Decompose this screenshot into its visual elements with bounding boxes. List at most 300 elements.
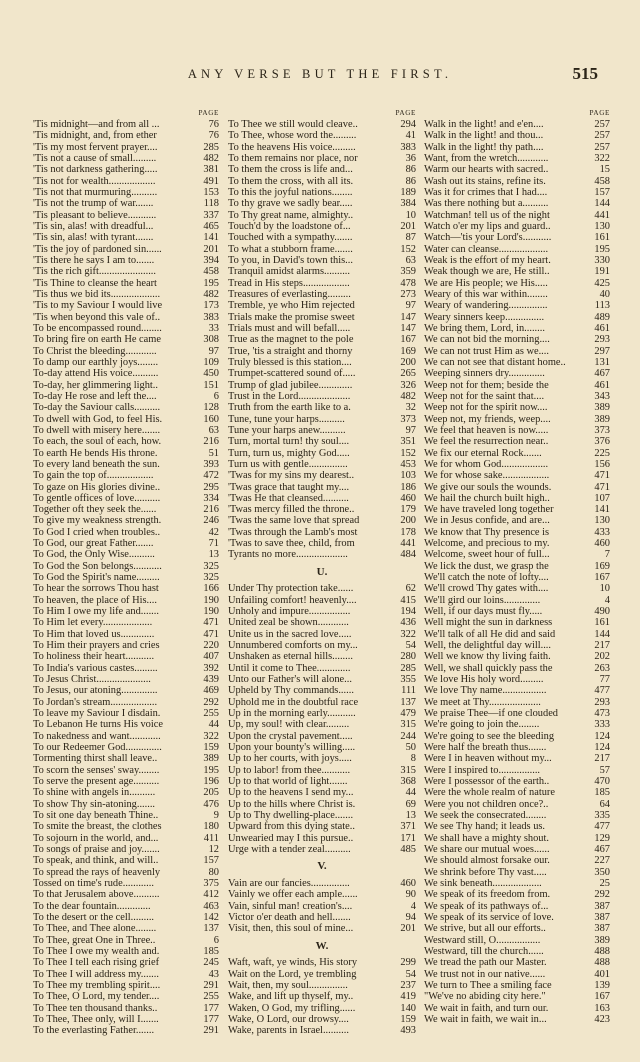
hymn-page-number: 387 (594, 911, 610, 923)
first-line-text: To them remains nor place, nor (228, 152, 358, 164)
hymn-page-number: 350 (594, 866, 610, 878)
hymn-page-number: 419 (400, 991, 416, 1003)
index-entry (228, 323, 416, 334)
first-line-text: To be encompassed round........ (33, 322, 162, 334)
first-line-text: To-day the Saviour calls.......... (33, 402, 161, 414)
first-line-text: To hear the sorrows Thou hast (33, 583, 159, 595)
first-line-text: To songs of praise and joy....... (33, 844, 160, 855)
index-entry (228, 164, 416, 175)
index-entry (228, 289, 416, 300)
index-entry (33, 221, 219, 232)
index-entry (424, 617, 610, 628)
first-line-text: Up to that world of light....... (228, 776, 348, 788)
first-line-text: Turn, turn us, mighty God..... (228, 447, 350, 459)
index-entry (424, 867, 610, 878)
index-entry (424, 255, 610, 266)
hymn-page-number: 441 (594, 209, 610, 221)
first-line-text: We know that Thy presence is (424, 526, 550, 538)
index-entry (33, 255, 219, 266)
hymn-page-number: 216 (203, 436, 219, 448)
index-entry (228, 833, 416, 844)
hymn-page-number: 257 (594, 130, 610, 142)
first-line-text: Well we know thy living faith. (424, 651, 551, 663)
hymn-page-number: 407 (203, 651, 219, 663)
index-entry (228, 300, 416, 311)
hymn-page-number: 200 (400, 515, 416, 527)
first-line-text: To the dear fountain............. (33, 900, 151, 912)
index-entry (424, 1003, 610, 1014)
first-line-text: Weary sinners keep............... (424, 311, 545, 323)
hymn-page-number: 460 (400, 492, 416, 504)
first-line-text: Unholy and impure................ (228, 606, 351, 618)
hymn-page-number: 97 (405, 300, 416, 312)
hymn-page-number: 325 (203, 560, 219, 572)
first-line-text: 'Tis to my Saviour I would live (33, 300, 163, 312)
hymn-page-number: 157 (203, 855, 219, 867)
index-entry (33, 549, 219, 560)
first-line-text: To-day He rose and left the.... (33, 390, 157, 402)
index-entry (228, 504, 416, 515)
first-line-text: Up to labor! from thee........... (228, 764, 351, 776)
first-line-text: We can not see that distant home.. (424, 356, 566, 368)
hymn-page-number: 177 (203, 1002, 219, 1014)
hymn-page-number: 107 (594, 492, 610, 504)
index-entry (424, 991, 610, 1002)
index-entry (228, 232, 416, 243)
index-entry (33, 504, 219, 515)
index-entry (33, 991, 219, 1002)
first-line-text: Welcome, sweet hour of full... (424, 549, 550, 561)
index-entry (424, 855, 610, 866)
index-entry (33, 787, 219, 798)
hymn-page-number: 227 (594, 855, 610, 867)
first-line-text: Weak is the effort of my heart. (424, 254, 551, 266)
first-line-text: To you, in David's town this... (228, 254, 353, 266)
first-line-text: We speak of its pathways of... (424, 900, 549, 912)
index-entry (424, 889, 610, 900)
first-line-text: Wait, then, my soul............... (228, 979, 348, 991)
index-entry (228, 617, 416, 628)
index-entry (33, 935, 219, 946)
index-entry (424, 504, 610, 515)
index-entry (228, 663, 416, 674)
hymn-page-number: 180 (203, 821, 219, 833)
index-entry (33, 402, 219, 413)
page-column-heading: PAGE (395, 109, 416, 117)
first-line-text: Up, my soul! with clear......... (228, 719, 350, 731)
hymn-page-number: 167 (400, 334, 416, 346)
index-entry (33, 187, 219, 198)
index-entry (228, 651, 416, 662)
first-line-text: We are His people; we His..... (424, 277, 548, 289)
first-line-text: We turn to Thee a smiling face (424, 979, 552, 991)
first-line-text: We can not bid the morning.... (424, 334, 550, 346)
index-entry (33, 833, 219, 844)
index-entry (424, 765, 610, 776)
first-line-text: Unite us in the sacred love..... (228, 628, 352, 640)
first-line-text: True, 'tis a straight and thorny (228, 345, 353, 357)
hymn-page-number: 6 (213, 390, 219, 402)
index-entry (424, 278, 610, 289)
first-line-text: We lick the dust, we grasp the (424, 560, 549, 572)
hymn-page-number: 458 (203, 266, 219, 278)
hymn-page-number: 196 (203, 776, 219, 788)
hymn-page-number: 299 (400, 957, 416, 969)
first-line-text: "We've no abiding city here." (424, 991, 546, 1003)
hymn-page-number: 195 (203, 277, 219, 289)
hymn-page-number: 351 (400, 436, 416, 448)
first-line-text: Trump of glad jubilee............. (228, 379, 353, 391)
index-entry (33, 232, 219, 243)
index-entry (228, 980, 416, 991)
hymn-page-number: 159 (400, 1013, 416, 1025)
first-line-text: To Him let every................... (33, 617, 153, 629)
first-line-text: Walk in the light! thy path.... (424, 141, 544, 153)
index-entry (33, 1014, 219, 1025)
first-line-text: We praise Thee—if one clouded (424, 708, 558, 720)
index-entry (424, 1014, 610, 1025)
hymn-page-number: 201 (400, 220, 416, 232)
first-line-text: Uphold me in the doubtful race (228, 696, 359, 708)
first-line-text: Westward, till the church...... (424, 945, 544, 957)
index-entry (228, 697, 416, 708)
hymn-page-number: 190 (203, 606, 219, 618)
first-line-text: Well, we shall quickly pass the (424, 662, 553, 674)
index-entry (33, 719, 219, 730)
hymn-page-number: 308 (203, 334, 219, 346)
index-entry (424, 776, 610, 787)
first-line-text: We'll crowd Thy gates with.... (424, 583, 549, 595)
hymn-page-number: 415 (400, 594, 416, 606)
index-entry (228, 889, 416, 900)
first-line-text: Up to the heavens I send my... (228, 787, 354, 799)
index-entry (228, 549, 416, 560)
hymn-page-number: 265 (400, 368, 416, 380)
first-line-text: To what a stubborn frame....... (228, 243, 353, 255)
index-entry (228, 119, 416, 130)
hymn-page-number: 6 (213, 934, 219, 946)
index-entry (228, 1014, 416, 1025)
hymn-page-number: 190 (203, 594, 219, 606)
first-line-text: Warm our hearts with sacred.. (424, 164, 549, 176)
hymn-page-number: 141 (594, 504, 610, 516)
index-entry (33, 878, 219, 889)
first-line-text: Victor o'er death and hell....... (228, 911, 351, 923)
hymn-page-number: 111 (401, 685, 416, 697)
index-entry (424, 515, 610, 526)
hymn-page-number: 76 (208, 130, 219, 142)
first-line-text: Vain are our fancies............... (228, 877, 350, 889)
index-entry (33, 889, 219, 900)
index-entry (228, 606, 416, 617)
index-entry (424, 119, 610, 130)
first-line-text: We love Thy name................. (424, 685, 547, 697)
first-line-text: To Thy great name, almighty.. (228, 209, 354, 221)
hymn-page-number: 237 (400, 979, 416, 991)
first-line-text: 'Tis midnight—and from all ... (33, 119, 160, 130)
index-entry (424, 844, 610, 855)
first-line-text: 'Tis sin, alas! with dreadful... (33, 220, 154, 232)
first-line-text: To each, the soul of each, how. (33, 436, 162, 448)
hymn-page-number: 202 (594, 651, 610, 663)
index-entry (228, 368, 416, 379)
index-entry (228, 765, 416, 776)
index-entry (33, 346, 219, 357)
index-entry (424, 130, 610, 141)
index-entry (424, 527, 610, 538)
hymn-page-number: 137 (400, 696, 416, 708)
first-line-text: To Thee, whose word the......... (228, 130, 357, 142)
first-line-text: Were you not children once?.. (424, 798, 549, 810)
hymn-page-number: 482 (203, 288, 219, 300)
first-line-text: 'Twas for my sins my dearest.. (228, 470, 355, 482)
index-entry (33, 425, 219, 436)
hymn-page-number: 436 (400, 617, 416, 629)
first-line-text: To give my weakness strength. (33, 515, 162, 527)
index-entry (424, 742, 610, 753)
index-entry (228, 1025, 416, 1036)
index-entry (33, 810, 219, 821)
first-line-text: To shine with angels in.......... (33, 787, 156, 799)
first-line-text: We'll gird our loins.............. (424, 594, 541, 606)
index-entry (228, 414, 416, 425)
first-line-text: To earth He bends His throne. (33, 447, 158, 459)
hymn-page-number: 335 (594, 810, 610, 822)
hymn-page-number: 15 (599, 164, 610, 176)
hymn-page-number: 57 (599, 764, 610, 776)
index-entry (424, 470, 610, 481)
first-line-text: Wake, and lift up thyself, my.. (228, 991, 354, 1003)
first-line-text: To that Jerusalem above.......... (33, 889, 160, 901)
first-line-text: To Him I owe my life and....... (33, 606, 159, 618)
hymn-page-number: 195 (594, 243, 610, 255)
index-entry (33, 380, 219, 391)
first-line-text: To Thee I tell each rising grief (33, 957, 160, 969)
index-entry (33, 448, 219, 459)
first-line-text: We see Thy hand; it leads us. (424, 821, 546, 833)
hymn-page-number: 465 (203, 220, 219, 232)
first-line-text: Welcome, and precious to my. (424, 538, 550, 550)
hymn-page-number: 86 (405, 175, 416, 187)
index-entry (424, 799, 610, 810)
first-line-text: We fix our eternal Rock....... (424, 447, 542, 459)
index-entry (424, 595, 610, 606)
hymn-page-number: 144 (594, 628, 610, 640)
first-line-text: We speak of its service of love. (424, 911, 554, 923)
index-entry (228, 776, 416, 787)
first-line-text: United zeal be shown............ (228, 617, 349, 629)
index-entry (33, 572, 219, 583)
hymn-page-number: 131 (594, 356, 610, 368)
index-entry (33, 606, 219, 617)
index-entry (424, 651, 610, 662)
first-line-text: 'Twas through the Lamb's most (228, 526, 358, 538)
hymn-page-number: 490 (594, 606, 610, 618)
index-entry (33, 278, 219, 289)
first-line-text: 'Twas grace that taught my.... (228, 481, 350, 493)
index-entry (424, 312, 610, 323)
index-entry (33, 855, 219, 866)
hymn-page-number: 470 (594, 776, 610, 788)
hymn-page-number: 373 (594, 424, 610, 436)
index-entry (424, 935, 610, 946)
first-line-text: To them the cross is life and... (228, 164, 353, 176)
hymn-page-number: 389 (203, 753, 219, 765)
first-line-text: We'll talk of all He did and said (424, 628, 556, 640)
first-line-text: To our Redeemer God.............. (33, 742, 162, 754)
hymn-page-number: 194 (400, 606, 416, 618)
hymn-page-number: 381 (203, 164, 219, 176)
index-entry (228, 674, 416, 685)
index-entry (33, 685, 219, 696)
first-line-text: Together oft they seek the...... (33, 504, 157, 516)
index-entry (228, 459, 416, 470)
index-entry (424, 901, 610, 912)
first-line-text: Urge with a tender zeal.......... (228, 844, 351, 855)
hymn-page-number: 389 (594, 413, 610, 425)
first-line-text: Weep not for the saint that.... (424, 390, 545, 402)
hymn-page-number: 86 (405, 164, 416, 176)
index-entry (424, 198, 610, 209)
index-entry (33, 357, 219, 368)
first-line-text: Up to Thy dwelling-place....... (228, 810, 354, 822)
first-line-text: Upon your bounty's willing..... (228, 742, 356, 754)
first-line-text: Unto our Father's will alone... (228, 674, 352, 686)
first-line-text: We're going to see the bleeding (424, 730, 555, 742)
hymn-page-number: 63 (208, 424, 219, 436)
index-entry (228, 991, 416, 1002)
index-entry (424, 810, 610, 821)
first-line-text: Touched with a sympathy....... (228, 232, 353, 244)
first-line-text: Tossed on time's rude............ (33, 877, 154, 889)
first-line-text: We meet at Thy.................... (424, 696, 541, 708)
first-line-text: To Jordan's stream.................. (33, 696, 158, 708)
page-header (0, 64, 640, 86)
hymn-page-number: 62 (405, 583, 416, 595)
page-column-heading: PAGE (589, 109, 610, 117)
hymn-page-number: 64 (599, 798, 610, 810)
first-line-text: Tread in His steps.................. (228, 277, 350, 289)
first-line-text: To the everlasting Father....... (33, 1025, 155, 1037)
hymn-page-number: 54 (405, 640, 416, 652)
index-entry (228, 448, 416, 459)
hymn-page-number: 157 (594, 186, 610, 198)
index-entry (424, 187, 610, 198)
index-entry (228, 142, 416, 153)
first-line-text: 'Tis the joy of pardoned sin...... (33, 243, 162, 255)
hymn-page-number: 217 (594, 640, 610, 652)
first-line-text: Turn us with gentle............... (228, 458, 348, 470)
hymn-page-number: 137 (203, 923, 219, 935)
hymn-page-number: 77 (599, 674, 610, 686)
first-line-text: Visit, then, this soul of mine... (228, 923, 354, 935)
first-line-text: To Jesus Christ..................... (33, 674, 151, 686)
hymn-page-number: 477 (594, 685, 610, 697)
index-entry (228, 278, 416, 289)
hymn-page-number: 7 (604, 549, 610, 561)
hymn-page-number: 460 (400, 877, 416, 889)
hymn-page-number: 412 (203, 889, 219, 901)
index-column-2 (228, 108, 416, 1037)
index-entry (33, 799, 219, 810)
hymn-page-number: 489 (594, 311, 610, 323)
hymn-page-number: 450 (203, 368, 219, 380)
first-line-text: To Him their prayers and cries (33, 640, 160, 652)
first-line-text: Unnumbered comforts on my... (228, 640, 358, 652)
first-line-text: Well, the delightful day will.... (424, 640, 552, 652)
hymn-page-number: 471 (203, 617, 219, 629)
hymn-page-number: 375 (203, 877, 219, 889)
hymn-page-number: 152 (400, 243, 416, 255)
hymn-page-number: 257 (594, 141, 610, 153)
hymn-page-number: 280 (400, 651, 416, 663)
index-entry (33, 470, 219, 481)
index-entry (228, 436, 416, 447)
hymn-page-number: 169 (400, 345, 416, 357)
hymn-page-number: 97 (405, 424, 416, 436)
index-entry (228, 482, 416, 493)
first-line-text: To Lebanon He turns His voice (33, 719, 163, 731)
first-line-text: Tranquil amidst alarms.......... (228, 266, 350, 278)
first-line-text: To India's various castes......... (33, 662, 158, 674)
hymn-page-number: 491 (203, 175, 219, 187)
first-line-text: Tyrants no more.................... (228, 549, 348, 561)
hymn-page-number: 245 (203, 957, 219, 969)
first-line-text: Unfailing comfort! heavenly.... (228, 594, 357, 606)
first-line-text: Touch'd by the loadstone of... (228, 220, 351, 232)
first-line-text: We should almost forsake our. (424, 855, 550, 867)
first-line-text: Weep not, my friends, weep.... (424, 413, 551, 425)
index-column-1 (33, 108, 219, 1037)
index-entry (228, 153, 416, 164)
first-line-text: We trust not in our native...... (424, 968, 546, 980)
index-entry (228, 901, 416, 912)
hymn-page-number: 173 (203, 300, 219, 312)
index-entry (33, 844, 219, 855)
hymn-page-number: 246 (203, 515, 219, 527)
hymn-page-number: 161 (594, 617, 610, 629)
first-line-text: Up to her courts, with joys..... (228, 753, 352, 765)
first-line-text: Was there nothing but a.......... (424, 198, 549, 210)
index-entry (228, 470, 416, 481)
hymn-page-number: 90 (405, 889, 416, 901)
first-line-text: To serve the present age.......... (33, 776, 160, 788)
index-entry (33, 731, 219, 742)
hymn-page-number: 140 (400, 1002, 416, 1014)
index-entry (424, 912, 610, 923)
first-line-text: We love His holy word......... (424, 674, 544, 686)
hymn-page-number: 113 (594, 300, 610, 312)
index-entry (424, 753, 610, 764)
first-line-text: We speak of its freedom from. (424, 889, 551, 901)
index-entry (424, 289, 610, 300)
hymn-page-number: 485 (400, 844, 416, 855)
hymn-page-number: 393 (203, 458, 219, 470)
first-line-text: Upward from this dying state.. (228, 821, 355, 833)
hymn-page-number: 13 (208, 549, 219, 561)
index-entry (424, 663, 610, 674)
hymn-page-number: 87 (405, 232, 416, 244)
index-entry (228, 176, 416, 187)
index-entry (33, 617, 219, 628)
hymn-page-number: 167 (594, 991, 610, 1003)
index-entry (424, 957, 610, 968)
hymn-page-number: 285 (400, 662, 416, 674)
index-entry (424, 969, 610, 980)
hymn-page-number: 50 (405, 742, 416, 754)
first-line-text: To every land beneath the sun. (33, 458, 160, 470)
hymn-page-number: 488 (594, 957, 610, 969)
